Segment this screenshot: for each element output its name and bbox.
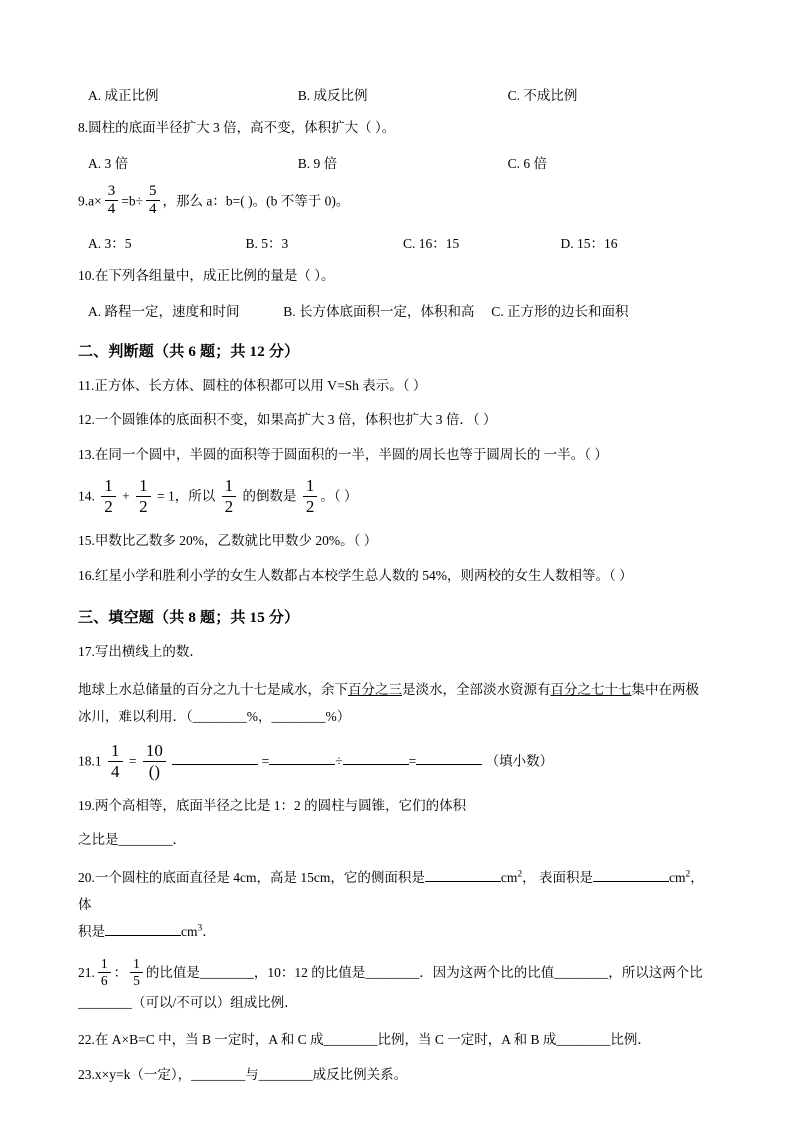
question-22: 22.在 A×B=C 中，当 B 一定时，A 和 C 成________比例，当 C 一定时，A 和 B 成________比例． bbox=[78, 1032, 651, 1048]
q8-option-c[interactable]: C. 6 倍 bbox=[507, 155, 547, 171]
question-20 bbox=[78, 864, 718, 945]
q20-blank-1[interactable] bbox=[425, 881, 501, 882]
q10-option-a[interactable]: A. 路程一定，速度和时间 bbox=[88, 303, 240, 319]
q9-frac1-numerator: 3 bbox=[105, 184, 119, 202]
q9-fraction-1 bbox=[105, 184, 119, 219]
q21-fraction-1 bbox=[98, 957, 111, 988]
q9-option-d[interactable]: D. 15：16 bbox=[560, 236, 618, 252]
q9-frac2-denominator: 4 bbox=[149, 201, 157, 218]
question-10-options bbox=[78, 300, 718, 320]
question-9-options bbox=[78, 232, 718, 252]
q21-part-1: 的比值是________，10：12 的比值是________．因为这两个比的比值________，所以这两个比 bbox=[145, 964, 703, 980]
question-16: 16.红星小学和胜利小学的女生人数都占本校学生总人数的 54%，则两校的女生人数相等。（ ） bbox=[78, 567, 633, 583]
q21-f1-denominator: 6 bbox=[100, 972, 108, 988]
q14-f1-numerator: 1 bbox=[101, 477, 116, 497]
q18-blank-3[interactable] bbox=[343, 764, 409, 765]
q14-f2-denominator: 2 bbox=[139, 497, 148, 517]
q9-mid: =b÷ bbox=[121, 192, 144, 208]
q17-line-3: 冰川，难以利用．（________%，________%） bbox=[78, 708, 351, 724]
question-23: 23.x×y=k（一定），________与________成反比例关系。 bbox=[78, 1066, 408, 1082]
question-19-line-1: 19.两个高相等，底面半径之比是 1：2 的圆柱与圆锥，它们的体积 bbox=[78, 797, 467, 813]
question-8-options bbox=[78, 152, 718, 172]
question-15: 15.甲数比乙数多 20%，乙数就比甲数少 20%。（ ） bbox=[78, 533, 378, 549]
question-17-line-1: 17.写出横线上的数． bbox=[78, 644, 203, 660]
question-19-line-2: 之比是________． bbox=[78, 832, 186, 848]
q7-option-b[interactable]: B. 成反比例 bbox=[297, 88, 368, 103]
q18-tail: （填小数） bbox=[485, 753, 554, 769]
q17-underline-2: 百分之七十七 bbox=[550, 681, 632, 697]
q18-div: ÷ bbox=[335, 753, 343, 769]
q20-part-4: 积是 bbox=[78, 923, 105, 939]
q20-unit-1: cm bbox=[500, 869, 518, 885]
q18-blank-1[interactable] bbox=[172, 764, 258, 765]
q9-frac1-denominator: 4 bbox=[107, 201, 116, 218]
q14-prefix: 14. bbox=[78, 488, 95, 504]
q18-eq-2: = bbox=[261, 753, 270, 769]
q9-option-c[interactable]: C. 16：15 bbox=[403, 236, 460, 252]
q18-f2-numerator: 10 bbox=[143, 742, 166, 762]
q14-plus: + bbox=[122, 488, 130, 504]
q8-option-a[interactable]: A. 3 倍 bbox=[88, 155, 129, 171]
section-3-heading: 三、填空题（共 8 题；共 15 分） bbox=[78, 610, 300, 627]
q20-blank-2[interactable] bbox=[593, 881, 669, 882]
q10-option-c[interactable]: C. 正方形的边长和面积 bbox=[491, 303, 629, 319]
q17-text-b: 是淡水，全部淡水资源有 bbox=[402, 681, 551, 697]
q18-prefix: 18.1 bbox=[78, 753, 102, 769]
q7-option-a[interactable]: A. 成正比例 bbox=[88, 88, 159, 103]
q9-frac2-numerator: 5 bbox=[146, 184, 160, 202]
q9-prefix: 9.a× bbox=[78, 192, 102, 208]
q14-fraction-3 bbox=[222, 477, 237, 516]
question-13: 13.在同一个圆中，半圆的面积等于圆面积的一半，半圆的周长也等于圆周长的 一半。（ ） bbox=[78, 446, 608, 462]
q20-unit-1-sup: 2 bbox=[517, 869, 523, 880]
q20-part-2: ， 表面积是 bbox=[522, 869, 593, 885]
q9-option-a[interactable]: A. 3：5 bbox=[88, 236, 132, 252]
q20-unit-3-sup: 3 bbox=[197, 923, 203, 934]
q18-eq-3: = bbox=[408, 753, 417, 769]
q20-part-1: 20.一个圆柱的底面直径是 4cm，高是 15cm，它的侧面积是 bbox=[78, 869, 425, 885]
question-8-text: 8.圆柱的底面半径扩大 3 倍，高不变，体积扩大（ ）。 bbox=[78, 120, 396, 135]
q20-unit-2-sup: 2 bbox=[685, 869, 691, 880]
q7-option-c[interactable]: C. 不成比例 bbox=[507, 88, 578, 103]
q14-f3-numerator: 1 bbox=[222, 477, 237, 497]
q9-option-b[interactable]: B. 5：3 bbox=[245, 236, 289, 252]
question-14 bbox=[78, 478, 718, 517]
q20-unit-2: cm bbox=[669, 869, 686, 885]
q18-blank-2[interactable] bbox=[269, 764, 335, 765]
q18-f2-denominator: () bbox=[148, 761, 161, 781]
q14-f3-denominator: 2 bbox=[224, 497, 234, 517]
q21-f2-denominator: 5 bbox=[133, 972, 140, 988]
q10-option-b[interactable]: B. 长方体底面积一定，体积和高 bbox=[283, 303, 475, 319]
q14-f4-numerator: 1 bbox=[303, 477, 318, 497]
q18-f1-denominator: 4 bbox=[111, 761, 120, 781]
q14-f2-numerator: 1 bbox=[136, 477, 151, 497]
q21-f2-numerator: 1 bbox=[130, 957, 143, 973]
q21-colon: ： bbox=[113, 964, 128, 980]
q20-blank-3[interactable] bbox=[105, 935, 181, 936]
q21-prefix: 21. bbox=[78, 964, 95, 980]
question-18 bbox=[78, 740, 718, 782]
q21-fraction-2 bbox=[130, 957, 143, 988]
question-17-body bbox=[78, 676, 718, 730]
q9-suffix: ，那么 a：b=( )。(b 不等于 0)。 bbox=[162, 192, 350, 208]
q17-text-a: 地球上水总储量的百分之九十七是咸水，余下 bbox=[78, 681, 348, 697]
q18-blank-4[interactable] bbox=[416, 764, 482, 765]
q21-part-2: ________（可以/不可以）组成比例． bbox=[78, 995, 298, 1011]
q14-fraction-2 bbox=[136, 477, 151, 516]
q14-mid: = 1，所以 bbox=[157, 488, 216, 504]
page-content bbox=[78, 84, 718, 1098]
question-7-options bbox=[78, 84, 718, 104]
q20-unit-3: cm bbox=[181, 923, 198, 939]
q14-mid2: 的倒数是 bbox=[242, 488, 297, 504]
q21-f1-numerator: 1 bbox=[98, 957, 111, 973]
q18-fraction-2 bbox=[143, 742, 166, 781]
question-11: 11.正方体、长方体、圆柱的体积都可以用 V=Sh 表示。（ ） bbox=[78, 377, 427, 393]
q14-fraction-4 bbox=[303, 477, 318, 516]
q17-text-c: 集中在两极 bbox=[631, 681, 699, 697]
q17-underline-1: 百分之三 bbox=[348, 681, 402, 697]
question-10-text: 10.在下列各组量中，成正比例的量是（ ）。 bbox=[78, 268, 335, 284]
q14-suffix: 。（ ） bbox=[320, 488, 358, 504]
q18-f1-numerator: 1 bbox=[108, 742, 123, 762]
q14-f4-denominator: 2 bbox=[305, 497, 315, 517]
q14-f1-denominator: 2 bbox=[104, 497, 113, 517]
q18-equals-1: = bbox=[128, 753, 137, 769]
q18-fraction-1 bbox=[108, 742, 123, 781]
question-21 bbox=[78, 955, 718, 1016]
question-12: 12.一个圆锥体的底面积不变，如果高扩大 3 倍，体积也扩大 3 倍．（ ） bbox=[78, 412, 497, 428]
section-2-heading: 二、判断题（共 6 题；共 12 分） bbox=[78, 343, 300, 360]
question-9-text bbox=[78, 182, 718, 220]
q14-fraction-1 bbox=[101, 477, 116, 516]
q9-fraction-2 bbox=[146, 184, 160, 219]
q20-part-3: ， 体 bbox=[78, 869, 704, 912]
q20-part-5: ． bbox=[202, 923, 216, 939]
q8-option-b[interactable]: B. 9 倍 bbox=[297, 155, 338, 171]
